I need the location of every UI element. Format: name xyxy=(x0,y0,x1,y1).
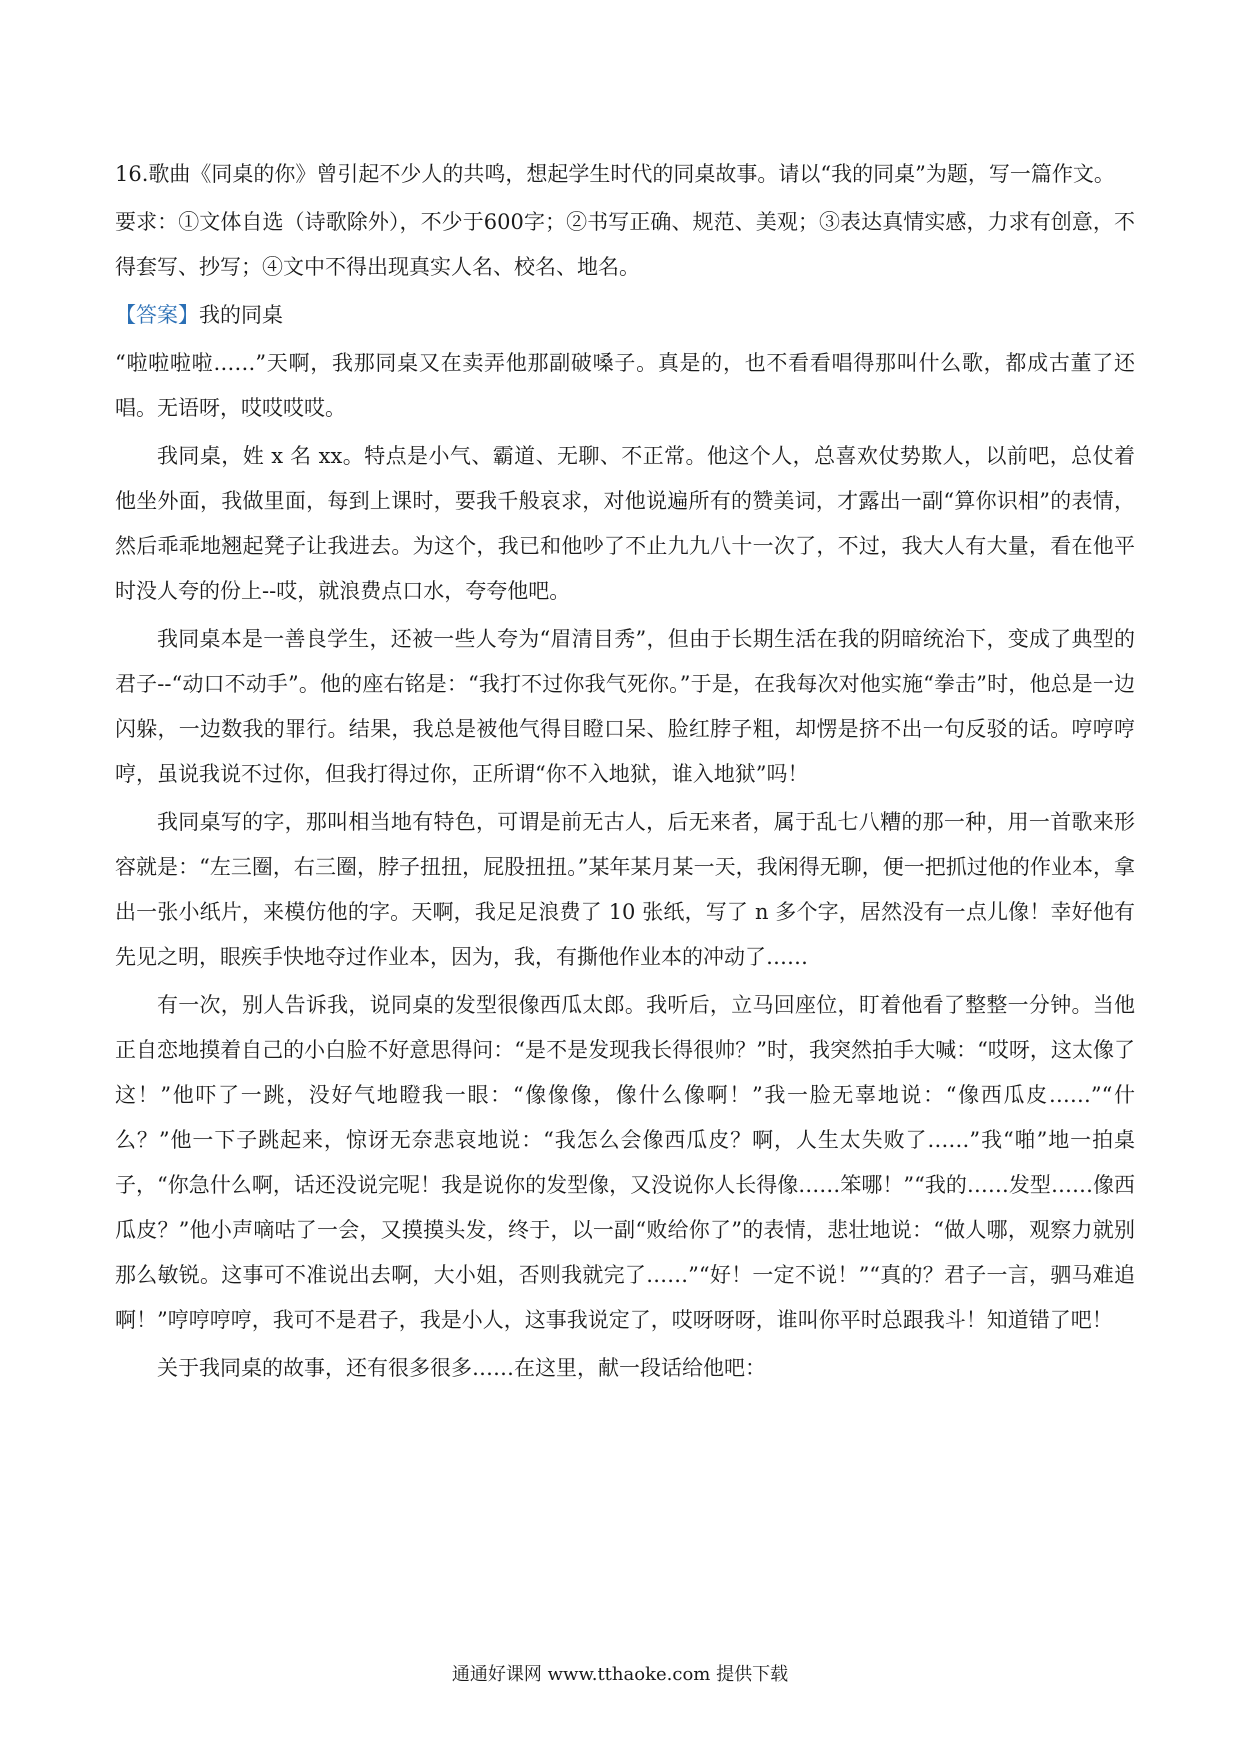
essay-title: 我的同桌 xyxy=(199,303,283,327)
answer-tag: 【答案】 xyxy=(115,303,199,327)
question-requirements: 要求：①文体自选（诗歌除外），不少于600字；②书写正确、规范、美观；③表达真情实感，力求有创意，不得套写、抄写；④文中不得出现真实人名、校名、地名。 xyxy=(115,210,1135,279)
page-footer: 通通好课网 www.tthaoke.com 提供下载 xyxy=(451,1664,789,1685)
document-body xyxy=(115,152,1135,1394)
answer-heading xyxy=(115,293,1135,338)
essay-paragraph-6: 关于我同桌的故事，还有很多很多……在这里，献一段话给他吧： xyxy=(157,1356,766,1380)
essay-paragraph-3: 我同桌本是一善良学生，还被一些人夸为“眉清目秀”，但由于长期生活在我的阴暗统治下，变成了典型的君子--“动口不动手”。他的座右铭是：“我打不过你我气死你。”于是，在我每次对他实施“拳击”时，他总是一边闪躲，一边数我的罪行。结果，我总是被他气得目瞪口呆、脸红脖子粗，却愣是挤不出一句反驳的话。哼哼哼哼，虽说我说不过你，但我打得过你，正所谓“你不入地狱，谁入地狱”吗！ xyxy=(115,627,1135,786)
essay-paragraph-1: “啦啦啦啦……”天啊，我那同桌又在卖弄他那副破嗓子。真是的，也不看看唱得那叫什么歌，都成古董了还唱。无语呀，哎哎哎哎。 xyxy=(115,351,1135,420)
essay-paragraph-4: 我同桌写的字，那叫相当地有特色，可谓是前无古人，后无来者，属于乱七八糟的那一种，用一首歌来形容就是：“左三圈，右三圈，脖子扭扭，屁股扭扭。”某年某月某一天，我闲得无聊，便一把抓过他的作业本，拿出一张小纸片，来模仿他的字。天啊，我足足浪费了 10 张纸，写了 n 多个字，居然没有一点儿像！幸好他有先见之明，眼疾手快地夺过作业本，因为，我，有撕他作业本的冲动了…… xyxy=(115,810,1135,969)
essay-paragraph-2: 我同桌，姓 x 名 xx。特点是小气、霸道、无聊、不正常。他这个人，总喜欢仗势欺人，以前吧，总仗着他坐外面，我做里面，每到上课时，要我千般哀求，对他说遍所有的赞美词，才露出一副“算你识相”的表情，然后乖乖地翘起凳子让我进去。为这个，我已和他吵了不止九九八十一次了，不过，我大人有大量，看在他平时没人夸的份上--哎，就浪费点口水，夸夸他吧。 xyxy=(115,444,1135,603)
question-text: 16.歌曲《同桌的你》曾引起不少人的共鸣，想起学生时代的同桌故事。请以“我的同桌”为题，写一篇作文。 xyxy=(115,162,1115,186)
essay-paragraph-5: 有一次，别人告诉我，说同桌的发型很像西瓜太郎。我听后，立马回座位，盯着他看了整整一分钟。当他正自恋地摸着自己的小白脸不好意思得问：“是不是发现我长得很帅？”时，我突然拍手大喊：“哎呀，这太像了这！”他吓了一跳，没好气地瞪我一眼：“像像像，像什么像啊！”我一脸无辜地说：“像西瓜皮……”“什么？”他一下子跳起来，惊讶无奈悲哀地说：“我怎么会像西瓜皮？啊，人生太失败了……”我“啪”地一拍桌子，“你急什么啊，话还没说完呢！我是说你的发型像，又没说你人长得像……笨哪！”“我的……发型……像西瓜皮？”他小声嘀咕了一会，又摸摸头发，终于，以一副“败给你了”的表情，悲壮地说：“做人哪，观察力就别那么敏锐。这事可不准说出去啊，大小姐，否则我就完了……”“好！一定不说！”“真的？君子一言，驷马难追啊！”哼哼哼哼，我可不是君子，我是小人，这事我说定了，哎呀呀呀，谁叫你平时总跟我斗！知道错了吧！ xyxy=(115,993,1135,1332)
